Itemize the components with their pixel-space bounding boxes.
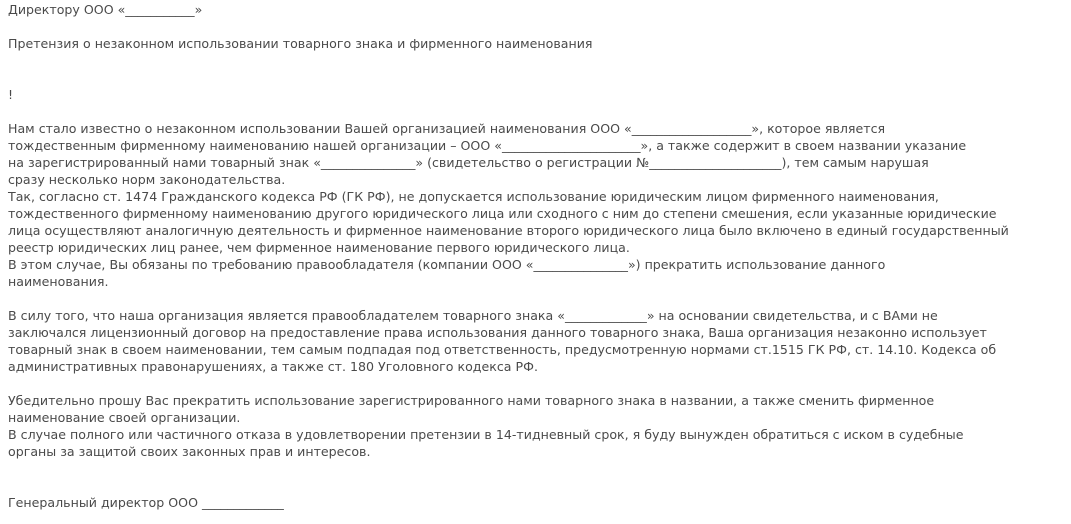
paragraph-obligation <box>8 256 1064 290</box>
text-line: наименование своей организации. <box>8 410 241 425</box>
paragraph-legal-basis <box>8 188 1064 256</box>
text-line: В случае полного или частичного отказа в удовлетворении претензии в 14-тидневный срок, я буду вынужден обратиться с иском в судебные <box>8 427 964 442</box>
paragraph-infringement-notice <box>8 120 1064 188</box>
text-line: лица осуществляют аналогичную деятельность и фирменное наименование второго юридического лица было включено в единый государственный <box>8 223 1009 238</box>
paragraph-warning <box>8 426 1064 460</box>
text-line: наименования. <box>8 274 109 289</box>
text-line: Убедительно прошу Вас прекратить использование зарегистрированного нами товарного знака в названии, а также сменить фирменное <box>8 393 935 408</box>
text-line: Нам стало известно о незаконном использовании Вашей организацией наименования ООО «___________________», которое является <box>8 121 886 136</box>
text-line: товарный знак в своем наименовании, тем самым подпадая под ответственность, предусмотренную нормами ст.1515 ГК РФ, ст. 14.10. Кодекса об <box>8 342 997 357</box>
text-line: реестр юридических лиц ранее, чем фирменное наименование первого юридического лица. <box>8 240 630 255</box>
signature-line: Генеральный директор ООО _____________ <box>8 495 284 510</box>
addressee-line: Директору ООО «___________» <box>8 2 203 17</box>
text-line: сразу несколько норм законодательства. <box>8 172 286 187</box>
letter-title: Претензия о незаконном использовании товарного знака и фирменного наименования <box>8 36 593 51</box>
text-line: тождественным фирменному наименованию нашей организации – ООО «______________________», а также содержит в своем названии указание <box>8 138 967 153</box>
paragraph-liability <box>8 307 1064 375</box>
paragraph-demand <box>8 392 1064 426</box>
text-line: административных правонарушениях, а также ст. 180 Уголовного кодекса РФ. <box>8 359 538 374</box>
text-line: В этом случае, Вы обязаны по требованию правообладателя (компании ООО «_______________») прекратить использование данного <box>8 257 886 272</box>
salutation: ! <box>8 87 14 102</box>
text-line: заключался лицензионный договор на предоставление права использования данного товарного знака, Ваша организация незаконно использует <box>8 325 987 340</box>
text-line: тождественного фирменному наименованию другого юридического лица или сходного с ним до степени смешения, если указанные юридические <box>8 206 997 221</box>
text-line: на зарегистрированный нами товарный знак «_______________» (свидетельство о регистрации №_____________________), тем самым нарушая <box>8 155 929 170</box>
claim-letter <box>8 1 1064 511</box>
text-line: Так, согласно ст. 1474 Гражданского кодекса РФ (ГК РФ), не допускается использование юридическим лицом фирменного наименования, <box>8 189 939 204</box>
text-line: органы за защитой своих законных прав и интересов. <box>8 444 371 459</box>
text-line: В силу того, что наша организация является правообладателем товарного знака «_____________» на основании свидетельства, и с ВАми не <box>8 308 938 323</box>
